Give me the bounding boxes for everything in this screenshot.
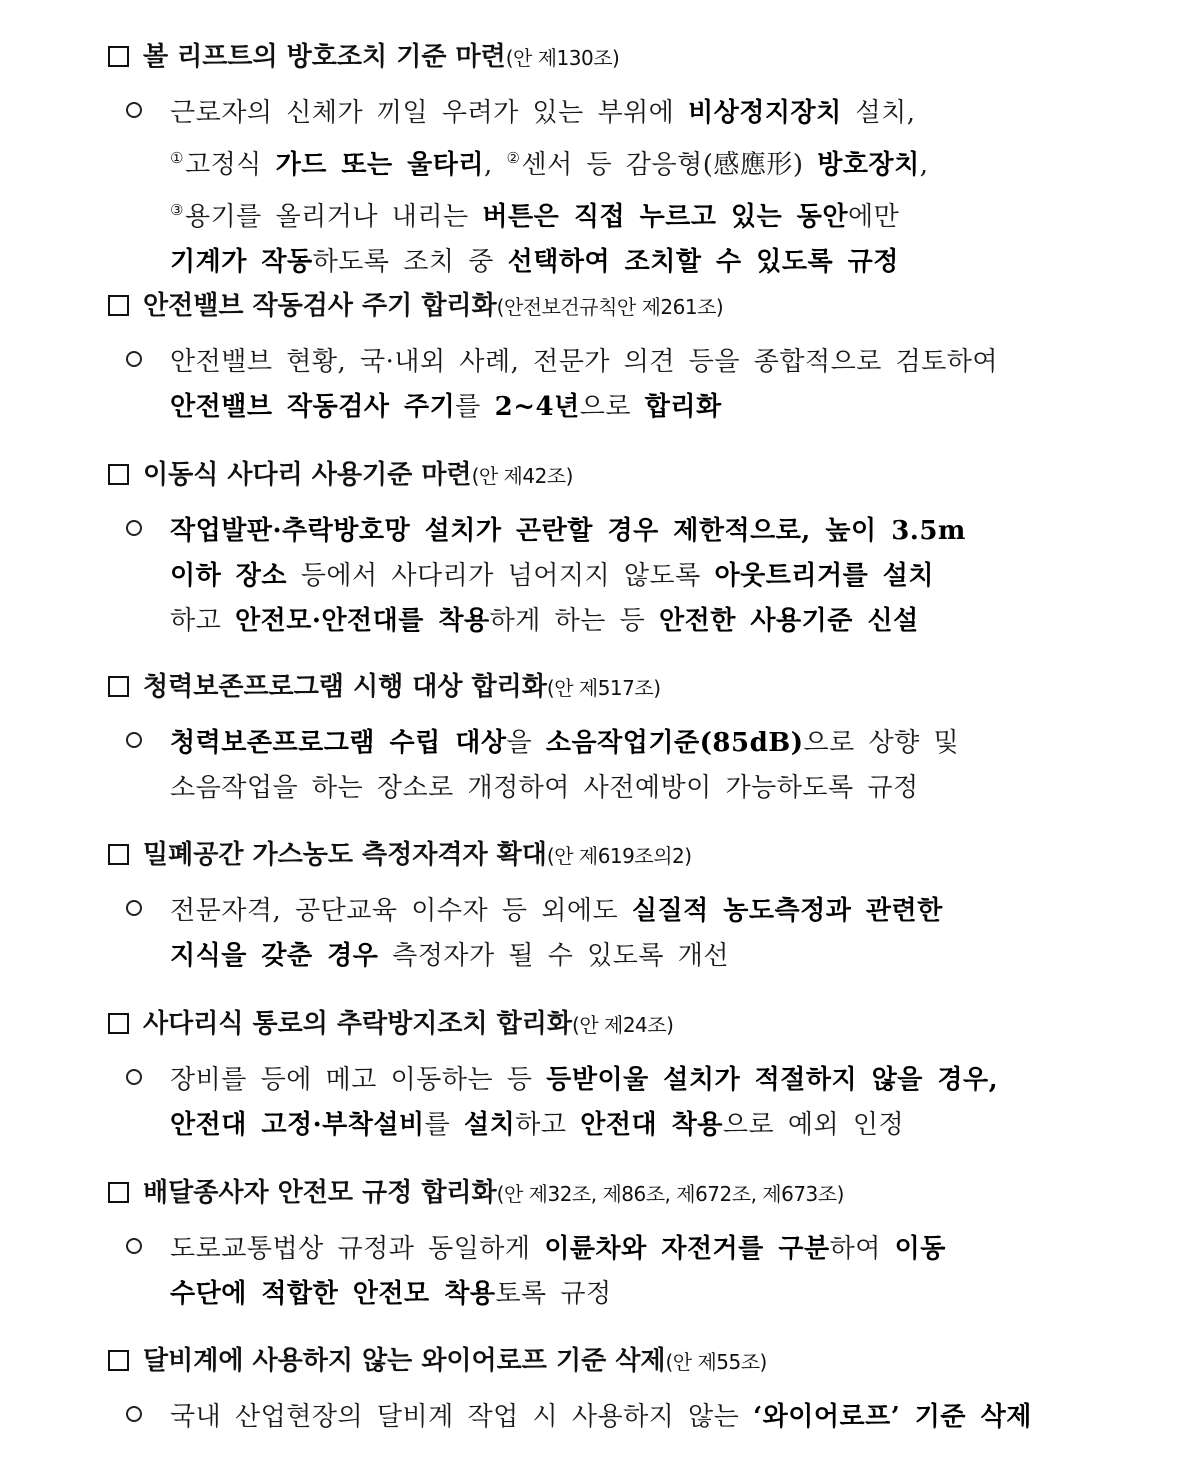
emphasis-text: 이륜차와 자전거를 구분 (544, 1234, 830, 1264)
heading-article-ref: (안 제619조의2) (546, 844, 692, 868)
body-line (170, 136, 1154, 188)
emphasis-text: 실질적 농도측정과 관련한 (631, 896, 943, 926)
body-text: 국내 산업현장의 달비계 작업 시 사용하지 않는 (170, 1402, 754, 1432)
emphasis-text: 지식을 갖춘 경우 (170, 941, 379, 971)
body-text: 으로 예외 인정 (722, 1110, 905, 1140)
body-text: 근로자의 신체가 끼일 우려가 있는 부위에 (170, 98, 689, 128)
section-heading (108, 289, 1154, 324)
emphasis-text: 2~4년 (494, 392, 580, 422)
emphasis-text: 이동 (894, 1234, 946, 1264)
emphasis-text: 작업발판·추락방호망 설치가 곤란할 경우 제한적으로, 높이 3.5m (170, 516, 966, 546)
circle-bullet-icon (126, 732, 142, 748)
body-text: , (919, 150, 929, 180)
body-line (170, 554, 1154, 599)
body-line (170, 188, 1154, 240)
body-text: 전문자격, 공단교육 이수자 등 외에도 (170, 896, 632, 926)
body-text: 하여 (829, 1234, 895, 1264)
emphasis-text: 비상정지장치 (688, 98, 842, 128)
emphasis-text: 청력보존프로그램 수립 대상 (170, 728, 507, 758)
heading-title: 안전밸브 작동검사 주기 합리화 (143, 291, 497, 321)
checkbox-square-icon (108, 844, 129, 865)
checkbox-square-icon (108, 295, 129, 316)
heading-title: 사다리식 통로의 추락방지조치 합리화 (143, 1009, 573, 1039)
emphasis-text: 합리화 (644, 392, 722, 422)
section-wire-rope (108, 1344, 1154, 1440)
checkbox-square-icon (108, 1013, 129, 1034)
section-ladder-passage (108, 1007, 1154, 1148)
heading-article-ref: (안 제42조) (471, 464, 573, 488)
heading-title: 달비계에 사용하지 않는 와이어로프 기준 삭제 (143, 1346, 666, 1376)
section-heading (108, 1344, 1154, 1379)
body-text: , (484, 150, 507, 180)
body-line (170, 934, 1154, 979)
section-delivery-helmet (108, 1176, 1154, 1317)
body-text: 장비를 등에 메고 이동하는 등 (170, 1065, 547, 1095)
body-text: 하도록 조치 중 (312, 247, 508, 277)
circle-bullet-icon (126, 1406, 142, 1422)
emphasis-text: 설치 (464, 1110, 516, 1140)
body-text: 토록 규정 (495, 1279, 612, 1309)
body-line (170, 766, 1154, 811)
heading-article-ref: (안 제32조, 제86조, 제672조, 제673조) (496, 1182, 844, 1206)
body-line (170, 91, 1154, 136)
checkbox-square-icon (108, 46, 129, 67)
section-heading (108, 838, 1154, 873)
section-heading (108, 670, 1154, 705)
section-body (108, 889, 1154, 979)
section-body (108, 1395, 1154, 1440)
body-line (170, 721, 1154, 766)
emphasis-text: 수단에 적합한 안전모 착용 (170, 1279, 496, 1309)
section-ball-lift (108, 40, 1154, 285)
circled-number: ② (506, 149, 521, 167)
emphasis-text: 선택하여 조치할 수 있도록 규정 (507, 247, 899, 277)
body-text: 을 (506, 728, 546, 758)
emphasis-text: 아웃트리거를 설치 (714, 561, 934, 591)
body-line (170, 240, 1154, 285)
body-text: 용기를 올리거나 내리는 (184, 202, 483, 232)
body-text: 측정자가 될 수 있도록 개선 (378, 941, 730, 971)
section-heading (108, 458, 1154, 493)
heading-article-ref: (안전보건규칙안 제261조) (496, 295, 724, 319)
section-safety-valve (108, 289, 1154, 430)
body-line (170, 889, 1154, 934)
body-text: 하게 하는 등 (489, 606, 660, 636)
circle-bullet-icon (126, 351, 142, 367)
section-portable-ladder (108, 458, 1154, 644)
heading-title: 이동식 사다리 사용기준 마련 (143, 460, 472, 490)
emphasis-text: 기계가 작동 (170, 247, 313, 277)
heading-title: 배달종사자 안전모 규정 합리화 (143, 1178, 497, 1208)
body-line (170, 340, 1154, 385)
emphasis-text: 이하 장소 (170, 561, 288, 591)
circle-bullet-icon (126, 1069, 142, 1085)
body-line (170, 385, 1154, 430)
body-text: 설치, (841, 98, 916, 128)
section-body (108, 91, 1154, 285)
body-line (170, 1395, 1154, 1440)
body-text: 소음작업을 하는 장소로 개정하여 사전예방이 가능하도록 규정 (170, 773, 919, 803)
body-text: 으로 (579, 392, 645, 422)
body-line (170, 1227, 1154, 1272)
checkbox-square-icon (108, 1350, 129, 1371)
emphasis-text: 안전모·안전대를 착용 (235, 606, 490, 636)
body-text: 하고 (170, 606, 235, 636)
emphasis-text: 안전한 사용기준 신설 (659, 606, 919, 636)
body-text: 등에서 사다리가 넘어지지 않도록 (287, 561, 715, 591)
body-text: 도로교통법상 규정과 동일하게 (170, 1234, 545, 1264)
checkbox-square-icon (108, 1182, 129, 1203)
emphasis-text: 방호장치 (817, 150, 920, 180)
body-text: 를 (424, 1110, 465, 1140)
heading-article-ref: (안 제24조) (572, 1013, 674, 1037)
circle-bullet-icon (126, 1238, 142, 1254)
emphasis-text: 가드 또는 울타리 (275, 150, 484, 180)
checkbox-square-icon (108, 676, 129, 697)
section-heading (108, 1007, 1154, 1042)
section-body (108, 721, 1154, 811)
body-text: 에만 (848, 202, 900, 232)
checkbox-square-icon (108, 464, 129, 485)
heading-title: 볼 리프트의 방호조치 기준 마련 (143, 42, 506, 72)
section-confined-space (108, 838, 1154, 979)
circle-bullet-icon (126, 900, 142, 916)
body-line (170, 1272, 1154, 1317)
circled-number: ① (170, 149, 184, 167)
heading-article-ref: (안 제55조) (665, 1350, 767, 1374)
body-line (170, 599, 1154, 644)
body-text: 하고 (515, 1110, 581, 1140)
heading-article-ref: (안 제130조) (505, 46, 620, 70)
section-hearing-program (108, 670, 1154, 811)
body-line (170, 509, 1154, 554)
circled-number: ③ (170, 201, 184, 219)
emphasis-text: 안전밸브 작동검사 주기 (170, 392, 456, 422)
body-text: 를 (455, 392, 495, 422)
section-heading (108, 1176, 1154, 1211)
section-heading (108, 40, 1154, 75)
section-body (108, 1227, 1154, 1317)
body-line (170, 1058, 1154, 1103)
section-body (108, 1058, 1154, 1148)
body-text: 안전밸브 현황, 국·내외 사례, 전문가 의견 등을 종합적으로 검토하여 (170, 347, 999, 377)
section-body (108, 509, 1154, 644)
body-text: 고정식 (184, 150, 276, 180)
body-line (170, 1103, 1154, 1148)
emphasis-text: 소음작업기준(85dB) (545, 728, 804, 758)
emphasis-text: 안전대 고정·부착설비 (170, 1110, 425, 1140)
emphasis-text: 안전대 착용 (580, 1110, 723, 1140)
emphasis-text: 등받이울 설치가 적절하지 않을 경우, (546, 1065, 999, 1095)
heading-title: 청력보존프로그램 시행 대상 합리화 (143, 672, 547, 702)
heading-article-ref: (안 제517조) (546, 676, 661, 700)
circle-bullet-icon (126, 520, 142, 536)
emphasis-text: 버튼은 직접 누르고 있는 동안 (482, 202, 849, 232)
emphasis-text: ‘와이어로프’ 기준 삭제 (753, 1402, 1032, 1432)
heading-title: 밀폐공간 가스농도 측정자격자 확대 (143, 840, 547, 870)
body-text: 으로 상향 및 (803, 728, 960, 758)
body-text: 센서 등 감응형(感應形) (521, 150, 818, 180)
circle-bullet-icon (126, 102, 142, 118)
section-body (108, 340, 1154, 430)
